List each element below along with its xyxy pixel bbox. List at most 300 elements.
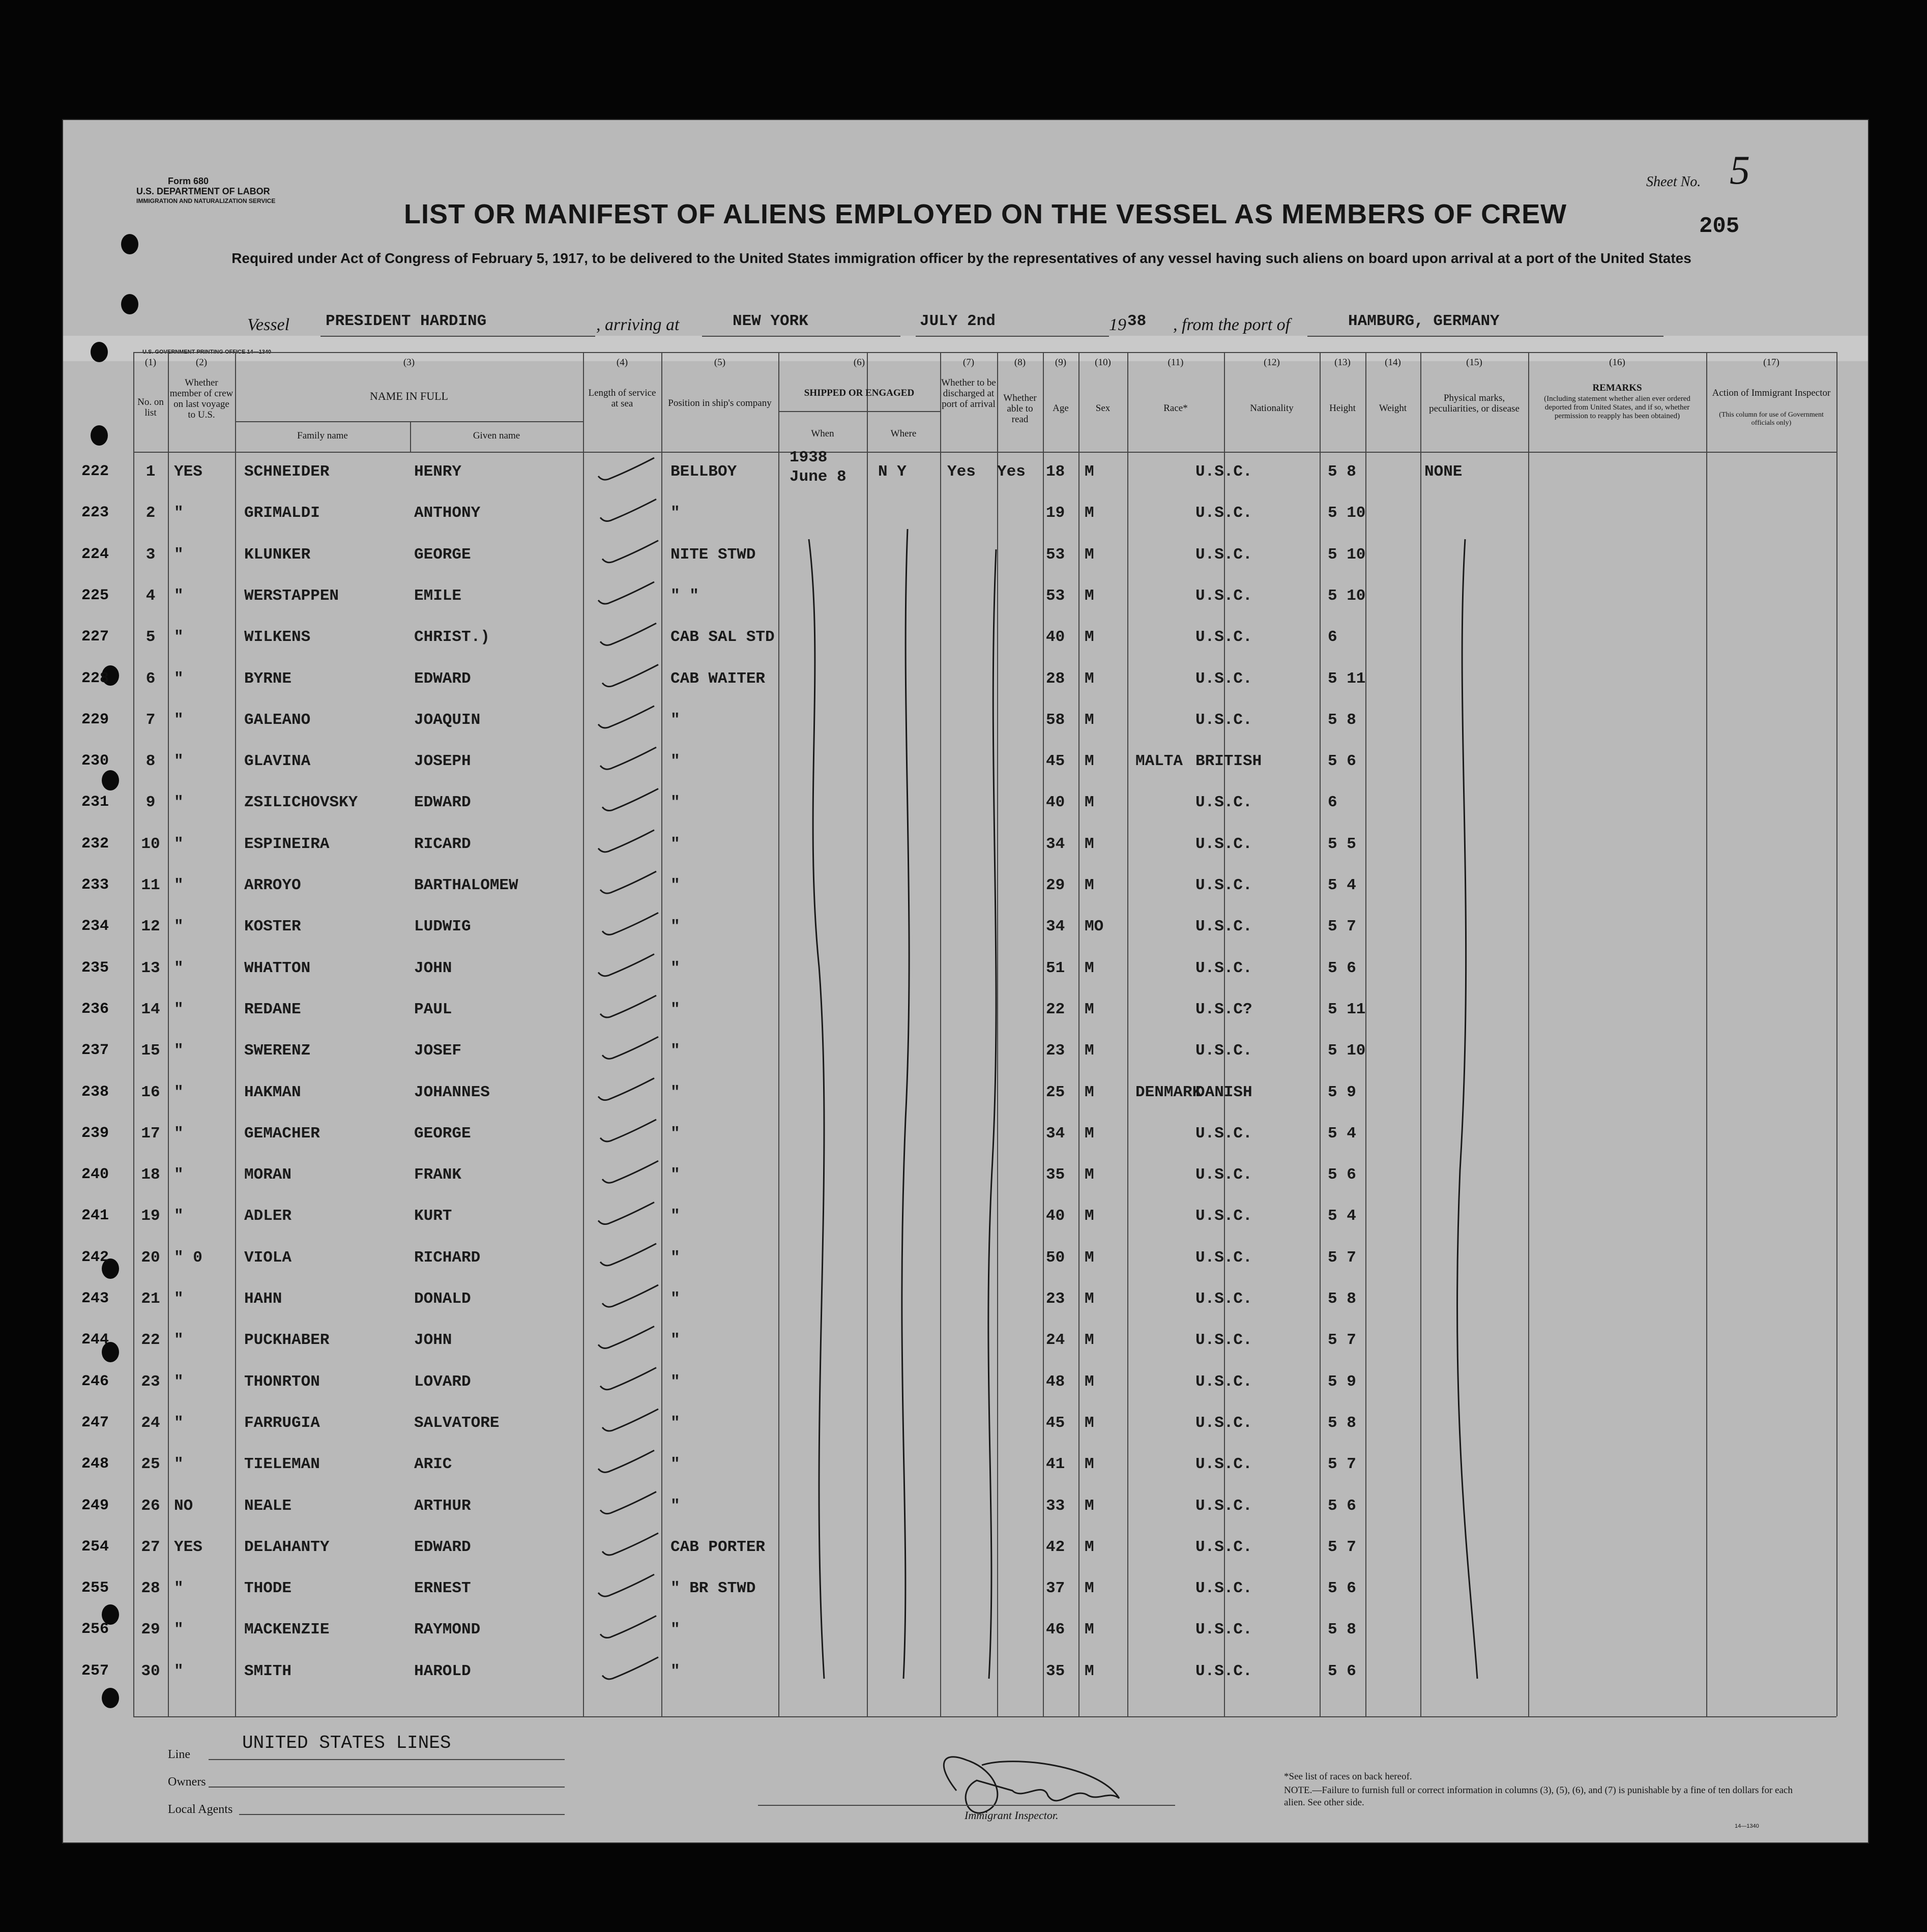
family-name-cell: SCHNEIDER: [244, 463, 330, 481]
check-mark: [602, 1409, 658, 1431]
family-name-cell: GRIMALDI: [244, 504, 320, 522]
given-name-cell: LUDWIG: [414, 918, 471, 936]
given-name-cell: EDWARD: [414, 669, 471, 688]
height-cell: 5 7: [1328, 1538, 1356, 1556]
header-remarks-body: (Including statement whether alien ever ordered deported from United States, and if so, whether permission to reapply has been obtained): [1544, 395, 1690, 420]
position-cell: ": [670, 918, 680, 936]
height-cell: 5 10: [1328, 1042, 1366, 1060]
able-to-read-cell: Yes: [997, 463, 1026, 481]
sex-cell: M: [1085, 1579, 1094, 1598]
family-name-cell: WERSTAPPEN: [244, 587, 339, 605]
prev-voyage-cell: YES: [174, 463, 202, 481]
check-mark: [600, 871, 656, 893]
check-mark: [600, 747, 656, 769]
row-number: 24: [141, 1414, 160, 1432]
prev-voyage-cell: " 0: [174, 1248, 202, 1267]
row-stamp-number: 239: [81, 1124, 109, 1142]
header-shipped: SHIPPED OR ENGAGED: [804, 388, 915, 398]
age-cell: 29: [1046, 876, 1065, 894]
row-stamp-number: 229: [81, 711, 109, 728]
prev-voyage-cell: ": [174, 918, 184, 936]
sex-cell: M: [1085, 1372, 1094, 1391]
nationality-cell: U.S.C.: [1195, 1290, 1252, 1308]
ditto-line-when: [809, 539, 824, 1679]
family-name-cell: MACKENZIE: [244, 1621, 330, 1639]
prev-voyage-cell: NO: [174, 1497, 193, 1515]
sex-cell: M: [1085, 1621, 1094, 1639]
check-mark: [600, 1120, 656, 1141]
position-cell: CAB PORTER: [670, 1538, 766, 1556]
nationality-cell: U.S.C.: [1195, 1166, 1252, 1184]
nationality-cell: U.S.C.: [1195, 545, 1252, 564]
check-mark: [598, 1078, 654, 1100]
arrival-year: 38: [1127, 312, 1147, 330]
family-name-cell: GALEANO: [244, 711, 311, 729]
given-name-cell: FRANK: [414, 1166, 462, 1184]
check-mark: [598, 1326, 654, 1348]
row-number: 16: [141, 1083, 160, 1101]
nationality-cell: U.S.C.: [1195, 1497, 1252, 1515]
column-number: (8): [1014, 357, 1026, 368]
sex-cell: M: [1085, 711, 1094, 729]
age-cell: 37: [1046, 1579, 1065, 1598]
prev-voyage-cell: ": [174, 1331, 184, 1350]
row-number: 14: [141, 1000, 160, 1018]
sex-cell: M: [1085, 1124, 1094, 1143]
position-cell: " BR STWD: [670, 1579, 756, 1598]
header-action: Action of Immigrant Inspector: [1712, 388, 1831, 398]
height-cell: 5 8: [1328, 1621, 1356, 1639]
position-cell: ": [670, 1331, 680, 1350]
row-stamp-number: 230: [81, 752, 109, 770]
age-cell: 46: [1046, 1621, 1065, 1639]
given-name-cell: ERNEST: [414, 1579, 471, 1598]
sex-cell: MO: [1085, 918, 1104, 936]
check-mark: [600, 1492, 656, 1514]
prev-voyage-cell: ": [174, 876, 184, 894]
family-name-cell: SMITH: [244, 1662, 292, 1680]
family-name-cell: MORAN: [244, 1166, 292, 1184]
sex-cell: M: [1085, 835, 1094, 853]
check-mark: [598, 706, 654, 728]
row-stamp-number: 227: [81, 628, 109, 646]
height-cell: 5 11: [1328, 669, 1366, 688]
header-no-on-list: No. on list: [137, 397, 164, 418]
given-name-cell: ARTHUR: [414, 1497, 471, 1515]
shipped-when-cell: June 8: [790, 468, 846, 486]
column-number: (14): [1385, 357, 1401, 368]
family-name-cell: GLAVINA: [244, 752, 311, 771]
family-name-cell: THODE: [244, 1579, 292, 1598]
age-cell: 22: [1046, 1000, 1065, 1018]
age-cell: 23: [1046, 1290, 1065, 1308]
age-cell: 18: [1046, 463, 1065, 481]
race-cell: DENMARK: [1135, 1083, 1202, 1101]
position-cell: ": [670, 752, 680, 771]
sex-cell: M: [1085, 1248, 1094, 1267]
prev-voyage-cell: YES: [174, 1538, 202, 1556]
row-number: 12: [141, 918, 160, 936]
check-mark: [602, 1037, 658, 1059]
age-cell: 34: [1046, 1124, 1065, 1143]
sex-cell: M: [1085, 1331, 1094, 1350]
header-name-in-full: NAME IN FULL: [370, 390, 448, 402]
sex-cell: M: [1085, 876, 1094, 894]
height-cell: 5 6: [1328, 959, 1356, 977]
position-cell: ": [670, 1621, 680, 1639]
prev-voyage-cell: ": [174, 1000, 184, 1018]
row-number: 20: [141, 1248, 160, 1267]
height-cell: 5 6: [1328, 1497, 1356, 1515]
age-cell: 45: [1046, 1414, 1065, 1432]
row-stamp-number: 254: [81, 1538, 109, 1556]
check-mark: [600, 623, 656, 645]
family-name-cell: FARRUGIA: [244, 1414, 320, 1432]
position-cell: ": [670, 1414, 680, 1432]
form-number: Form 680: [168, 176, 209, 186]
prev-voyage-cell: ": [174, 1579, 184, 1598]
sex-cell: M: [1085, 669, 1094, 688]
row-stamp-number: 249: [81, 1497, 109, 1514]
nationality-cell: U.S.C.: [1195, 504, 1252, 522]
age-cell: 23: [1046, 1042, 1065, 1060]
row-stamp-number: 247: [81, 1414, 109, 1431]
row-number: 9: [145, 794, 156, 812]
family-name-cell: WHATTON: [244, 959, 311, 977]
position-cell: ": [670, 1000, 680, 1018]
row-number: 28: [141, 1579, 160, 1598]
height-cell: 5 8: [1328, 711, 1356, 729]
prev-voyage-cell: ": [174, 1083, 184, 1101]
check-mark: [602, 1161, 658, 1183]
sex-cell: M: [1085, 1166, 1094, 1184]
age-cell: 50: [1046, 1248, 1065, 1267]
prev-voyage-cell: ": [174, 1290, 184, 1308]
nationality-cell: U.S.C?: [1195, 1000, 1252, 1018]
year-prefix: 19: [1109, 315, 1126, 334]
sex-cell: M: [1085, 959, 1094, 977]
age-cell: 58: [1046, 711, 1065, 729]
position-cell: CAB SAL STD: [670, 628, 775, 647]
age-cell: 34: [1046, 918, 1065, 936]
sex-cell: M: [1085, 1042, 1094, 1060]
given-name-cell: DONALD: [414, 1290, 471, 1308]
prev-voyage-cell: ": [174, 504, 184, 522]
family-name-cell: TIELEMAN: [244, 1455, 320, 1474]
prev-voyage-cell: ": [174, 628, 184, 647]
age-cell: 51: [1046, 959, 1065, 977]
given-name-cell: RICARD: [414, 835, 471, 853]
row-number: 3: [145, 545, 156, 564]
row-stamp-number: 234: [81, 918, 109, 935]
row-number: 18: [141, 1166, 160, 1184]
owners-label: Owners: [168, 1775, 206, 1789]
column-number: (7): [962, 357, 975, 368]
height-cell: 5 9: [1328, 1083, 1356, 1101]
row-number: 26: [141, 1497, 160, 1515]
position-cell: ": [670, 1124, 680, 1143]
given-name-cell: HENRY: [414, 463, 462, 481]
height-cell: 6: [1328, 794, 1337, 812]
manifest-title: LIST OR MANIFEST OF ALIENS EMPLOYED ON THE VESSEL AS MEMBERS OF CREW: [404, 199, 1567, 229]
given-name-cell: JOHN: [414, 1331, 452, 1350]
departure-port: HAMBURG, GERMANY: [1348, 312, 1500, 330]
department-name: U.S. DEPARTMENT OF LABOR: [136, 186, 270, 196]
sheet-number: 5: [1730, 148, 1750, 193]
header-marks: Physical marks, peculiarities, or disease: [1429, 393, 1520, 414]
prev-voyage-cell: ": [174, 1455, 184, 1474]
position-cell: ": [670, 1455, 680, 1474]
height-cell: 5 10: [1328, 545, 1366, 564]
row-number: 10: [141, 835, 160, 853]
nationality-cell: U.S.C.: [1195, 835, 1252, 853]
row-stamp-number: 240: [81, 1166, 109, 1184]
height-cell: 5 10: [1328, 587, 1366, 605]
prev-voyage-cell: ": [174, 1372, 184, 1391]
check-mark: [598, 954, 654, 976]
sex-cell: M: [1085, 752, 1094, 771]
height-cell: 5 7: [1328, 918, 1356, 936]
age-cell: 19: [1046, 504, 1065, 522]
column-number: (12): [1264, 357, 1280, 368]
header-remarks-title: REMARKS: [1592, 383, 1642, 393]
age-cell: 25: [1046, 1083, 1065, 1101]
given-name-cell: LOVARD: [414, 1372, 471, 1391]
height-cell: 5 8: [1328, 1290, 1356, 1308]
check-mark: [602, 788, 658, 810]
nationality-cell: U.S.C.: [1195, 1621, 1252, 1639]
from-port-label: , from the port of: [1173, 315, 1291, 334]
header-height: Height: [1329, 403, 1356, 414]
family-name-cell: KLUNKER: [244, 545, 311, 564]
height-cell: 5 6: [1328, 1662, 1356, 1680]
sex-cell: M: [1085, 1497, 1094, 1515]
height-cell: 5 4: [1328, 876, 1356, 894]
nationality-cell: U.S.C.: [1195, 1331, 1252, 1350]
header-length-service: Length of service at sea: [588, 388, 656, 409]
age-cell: 35: [1046, 1662, 1065, 1680]
arrival-port: NEW YORK: [733, 312, 808, 330]
prev-voyage-cell: ": [174, 794, 184, 812]
given-name-cell: GEORGE: [414, 545, 471, 564]
header-sex: Sex: [1095, 403, 1111, 414]
height-cell: 5 6: [1328, 1166, 1356, 1184]
check-mark: [600, 1368, 656, 1390]
row-number: 6: [145, 669, 156, 688]
column-number: (6): [853, 357, 865, 368]
height-cell: 5 4: [1328, 1124, 1356, 1143]
vessel-name: PRESIDENT HARDING: [326, 312, 487, 330]
nationality-cell: BRITISH: [1195, 752, 1262, 771]
nationality-cell: U.S.C.: [1195, 959, 1252, 977]
row-stamp-number: 242: [81, 1248, 109, 1266]
row-stamp-number: 223: [81, 504, 109, 522]
header-weight: Weight: [1379, 403, 1407, 414]
check-mark: [598, 830, 654, 852]
row-number: 30: [141, 1662, 160, 1680]
column-number: (3): [403, 357, 415, 368]
shipped-where-cell: N Y: [878, 463, 907, 481]
family-name-cell: VIOLA: [244, 1248, 292, 1267]
height-cell: 5 7: [1328, 1331, 1356, 1350]
sex-cell: M: [1085, 1207, 1094, 1225]
row-number: 4: [145, 587, 156, 605]
sex-cell: M: [1085, 545, 1094, 564]
position-cell: ": [670, 1662, 680, 1680]
row-number: 5: [145, 628, 156, 647]
check-mark: [598, 582, 654, 604]
given-name-cell: RAYMOND: [414, 1621, 481, 1639]
given-name-cell: KURT: [414, 1207, 452, 1225]
given-name-cell: JOHANNES: [414, 1083, 490, 1101]
races-footnote: *See list of races on back hereof.: [1284, 1771, 1412, 1782]
height-cell: 5 8: [1328, 463, 1356, 481]
family-name-cell: REDANE: [244, 1000, 301, 1018]
position-cell: NITE STWD: [670, 545, 756, 564]
shipped-year-cell: 1938: [790, 449, 828, 466]
row-stamp-number: 256: [81, 1621, 109, 1638]
given-name-cell: EDWARD: [414, 794, 471, 812]
nationality-cell: U.S.C.: [1195, 587, 1252, 605]
row-number: 21: [141, 1290, 160, 1308]
prev-voyage-cell: ": [174, 669, 184, 688]
family-name-cell: ESPINEIRA: [244, 835, 330, 853]
prev-voyage-cell: ": [174, 1621, 184, 1639]
given-name-cell: CHRIST.): [414, 628, 490, 647]
family-name-cell: WILKENS: [244, 628, 311, 647]
family-name-cell: BYRNE: [244, 669, 292, 688]
family-name-cell: DELAHANTY: [244, 1538, 330, 1556]
row-number: 19: [141, 1207, 160, 1225]
sex-cell: M: [1085, 794, 1094, 812]
nationality-cell: U.S.C.: [1195, 1042, 1252, 1060]
nationality-cell: U.S.C.: [1195, 1455, 1252, 1474]
check-mark: [598, 1450, 654, 1472]
column-number: (1): [144, 357, 157, 368]
age-cell: 48: [1046, 1372, 1065, 1391]
height-cell: 5 9: [1328, 1372, 1356, 1391]
row-stamp-number: 231: [81, 794, 109, 811]
row-stamp-number: 243: [81, 1290, 109, 1307]
check-mark: [602, 665, 658, 687]
given-name-cell: JOAQUIN: [414, 711, 481, 729]
row-number: 1: [145, 463, 156, 481]
header-read: Whether able to read: [1003, 393, 1037, 425]
check-mark: [598, 1202, 654, 1224]
arriving-label: , arriving at: [596, 315, 680, 334]
given-name-cell: EDWARD: [414, 1538, 471, 1556]
header-family-name: Family name: [297, 430, 348, 441]
physical-marks-cell: NONE: [1424, 463, 1463, 481]
row-stamp-number: 228: [81, 669, 109, 687]
family-name-cell: ADLER: [244, 1207, 292, 1225]
check-mark: [602, 913, 658, 934]
header-discharged: Whether to be discharged at port of arrival: [941, 377, 996, 409]
nationality-cell: U.S.C.: [1195, 628, 1252, 647]
position-cell: ": [670, 876, 680, 894]
position-cell: BELLBOY: [670, 463, 737, 481]
position-cell: ": [670, 1248, 680, 1267]
age-cell: 53: [1046, 545, 1065, 564]
age-cell: 41: [1046, 1455, 1065, 1474]
age-cell: 45: [1046, 752, 1065, 771]
manifest-subtitle: Required under Act of Congress of February 5, 1917, to be delivered to the United States immigration officer by the representatives of any vessel having such aliens on board upon arrival at a port of the United States: [231, 250, 1691, 266]
row-number: 11: [141, 876, 160, 894]
row-number: 7: [145, 711, 156, 729]
prev-voyage-cell: ": [174, 711, 184, 729]
given-name-cell: ANTHONY: [414, 504, 481, 522]
nationality-cell: U.S.C.: [1195, 1124, 1252, 1143]
nationality-cell: U.S.C.: [1195, 1207, 1252, 1225]
height-cell: 5 6: [1328, 1579, 1356, 1598]
row-stamp-number: 224: [81, 545, 109, 563]
sex-cell: M: [1085, 1538, 1094, 1556]
column-number: (5): [714, 357, 726, 368]
position-cell: ": [670, 835, 680, 853]
prev-voyage-cell: ": [174, 1414, 184, 1432]
header-race: Race*: [1163, 403, 1188, 414]
row-number: 22: [141, 1331, 160, 1350]
family-name-cell: KOSTER: [244, 918, 301, 936]
penalty-note: NOTE.—Failure to furnish full or correct information in columns (3), (5), (6), and (7) is punishable by a fine of ten dollars for each alien. See other side.: [1284, 1785, 1793, 1808]
given-name-cell: JOSEF: [414, 1042, 462, 1060]
check-mark: [602, 541, 658, 563]
row-stamp-number: 255: [81, 1579, 109, 1597]
given-name-cell: SALVATORE: [414, 1414, 500, 1432]
prev-voyage-cell: ": [174, 587, 184, 605]
check-mark: [600, 996, 656, 1017]
position-cell: ": [670, 1083, 680, 1101]
height-cell: 5 11: [1328, 1000, 1366, 1018]
position-cell: ": [670, 711, 680, 729]
discharged-cell: Yes: [947, 463, 976, 481]
position-cell: ": [670, 1207, 680, 1225]
column-number: (4): [616, 357, 628, 368]
row-stamp-number: 225: [81, 587, 109, 604]
nationality-cell: U.S.C.: [1195, 794, 1252, 812]
sex-cell: M: [1085, 1662, 1094, 1680]
family-name-cell: THONRTON: [244, 1372, 320, 1391]
check-mark: [598, 1574, 654, 1596]
vessel-label: Vessel: [247, 315, 290, 334]
header-position: Position in ship's company: [668, 398, 772, 408]
local-agents-label: Local Agents: [168, 1803, 233, 1816]
column-number: (11): [1167, 357, 1184, 368]
nationality-cell: U.S.C.: [1195, 876, 1252, 894]
position-cell: CAB WAITER: [670, 669, 766, 688]
header-nationality: Nationality: [1250, 403, 1294, 414]
age-cell: 35: [1046, 1166, 1065, 1184]
given-name-cell: HAROLD: [414, 1662, 471, 1680]
row-stamp-number: 222: [81, 463, 109, 480]
given-name-cell: JOSEPH: [414, 752, 471, 771]
nationality-cell: U.S.C.: [1195, 463, 1252, 481]
ditto-line-where: [902, 529, 909, 1679]
nationality-cell: U.S.C.: [1195, 1579, 1252, 1598]
sheet-label: Sheet No.: [1646, 174, 1701, 190]
age-cell: 33: [1046, 1497, 1065, 1515]
position-cell: ": [670, 1042, 680, 1060]
family-name-cell: HAHN: [244, 1290, 282, 1308]
ditto-line-marks: [1457, 539, 1477, 1679]
sex-cell: M: [1085, 504, 1094, 522]
prev-voyage-cell: ": [174, 1042, 184, 1060]
age-cell: 24: [1046, 1331, 1065, 1350]
row-stamp-number: 248: [81, 1455, 109, 1473]
prev-voyage-cell: ": [174, 545, 184, 564]
position-cell: ": [670, 1497, 680, 1515]
row-number: 25: [141, 1455, 160, 1474]
